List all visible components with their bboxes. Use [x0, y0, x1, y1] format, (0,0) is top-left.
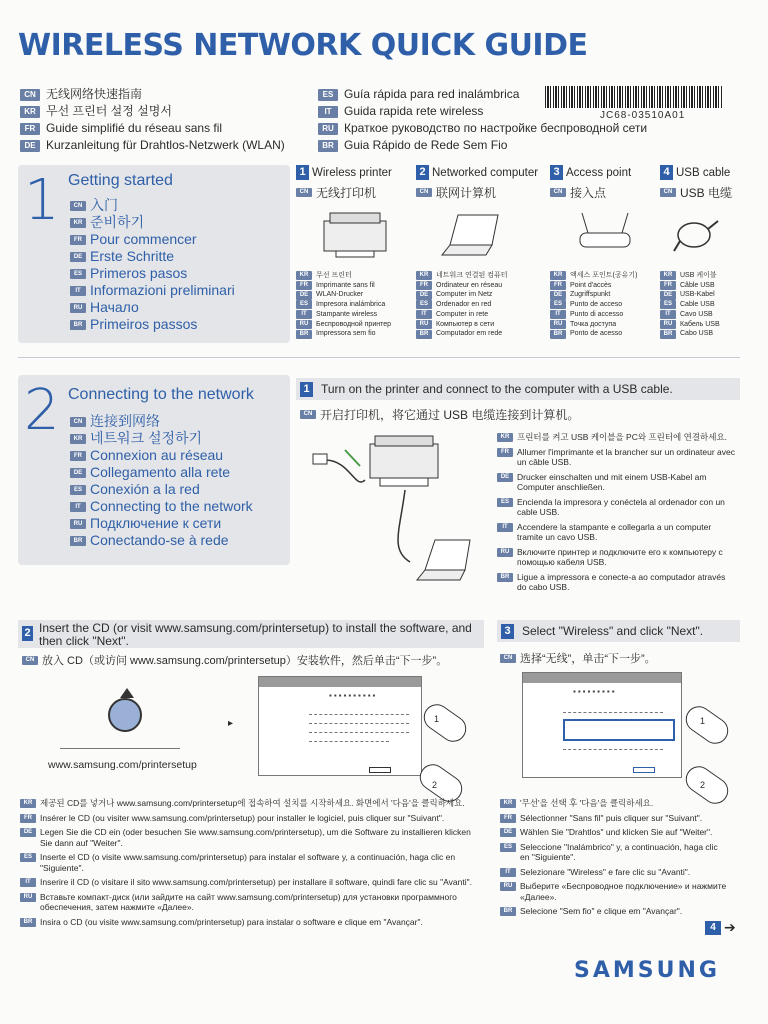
translation-row [70, 197, 235, 214]
step-translation-text: Вставьте компакт-диск (или зайдите на сайт www.samsung.com/printersetup) для установки программного обеспечения, затем нажмите «Далее». [40, 891, 457, 912]
printer-laptop-illustration [305, 430, 485, 600]
laptop-icon [436, 207, 538, 263]
component-translation-text: Cabo USB [680, 330, 714, 338]
arrow-icon: ▸ [228, 718, 234, 729]
step-translation-row [20, 827, 482, 848]
section1-title: Getting started [68, 172, 173, 189]
language-titles-left [20, 86, 285, 154]
component-title: USB cable [676, 166, 731, 179]
component-translation-row [550, 329, 650, 339]
language-code-badge: FR [497, 448, 513, 457]
language-code-badge: BR [550, 330, 566, 339]
language-code-badge: CN [660, 188, 676, 197]
step-translation-text: Inserire il CD (o visitare il sito www.samsung.com/printersetup) per installare il software, quindi fare clic su "Avanti". [40, 877, 472, 887]
language-title-text: 무선 프린터 설정 설명서 [46, 104, 172, 118]
component-translation-text: 무선 프린터 [316, 272, 352, 279]
cd-disc-icon [108, 698, 142, 732]
component-translation-text: Punto de acceso [570, 301, 623, 309]
language-code-badge: ES [70, 269, 86, 279]
language-code-badge: KR [550, 271, 566, 280]
component-cn-row [296, 184, 396, 201]
component-translation-text: Impresora inalámbrica [316, 301, 386, 309]
step-translation-row [497, 497, 737, 518]
language-code-badge: BR [416, 330, 432, 339]
language-code-badge: ES [660, 300, 676, 309]
section2-number: 2 [24, 378, 60, 443]
router-icon [570, 207, 650, 263]
component-title: Networked computer [432, 166, 539, 179]
language-code-badge: DE [70, 252, 86, 262]
translation-row [70, 231, 235, 248]
translation-text: 준비하기 [90, 214, 145, 230]
language-code-badge: IT [660, 310, 676, 319]
step-translation-text: Encienda la impresora y conéctela al ordenador con un cable USB. [517, 496, 725, 517]
component-column [550, 165, 650, 339]
component-cn-row [416, 184, 538, 201]
component-translation-text: Punto di accesso [570, 310, 624, 318]
language-code-badge: CN [70, 417, 86, 427]
translation-row [70, 282, 235, 299]
step-translation-text: Legen Sie die CD ein (oder besuchen Sie www.samsung.com/printersetup), um die Software zu installieren klicken Sie dann auf "Weiter". [40, 827, 471, 848]
language-code-badge: FR [500, 814, 516, 823]
step-translation-text: Выберите «Беспроводное подключение» и нажмите «Далее». [520, 881, 727, 902]
step2-cn-row: CN 放入 CD（或访问 www.samsung.com/printersetup）安装软件，然后单击“下一步”。 [22, 652, 447, 668]
step-translation-text: '무선'을 선택 후 '다음'을 클릭하세요. [520, 798, 654, 808]
language-code-badge: BR [318, 140, 338, 152]
cd-illustration [108, 688, 142, 732]
language-code-badge: IT [500, 868, 516, 877]
step1-translations [497, 432, 737, 597]
language-code-badge: FR [660, 281, 676, 290]
language-code-badge: IT [20, 878, 36, 887]
component-translations [550, 271, 650, 339]
component-translation-row [416, 320, 538, 330]
mouse-icon [681, 701, 734, 749]
language-code-badge: FR [70, 235, 86, 245]
step-translation-text: Insira o CD (ou visite www.samsung.com/printersetup) para instalar o software e clique em "Avançar". [40, 916, 423, 927]
language-code-badge: BR [500, 907, 516, 916]
language-code-badge: ES [296, 300, 312, 309]
section1-number: 1 [24, 168, 60, 233]
installer-screen-2: ▪▪▪▪▪▪▪▪▪ [522, 672, 682, 778]
component-column [660, 165, 750, 339]
language-code-badge: KR [416, 271, 432, 280]
step-translation-row [20, 852, 482, 873]
language-title-text: Guía rápida para red inalámbrica [344, 87, 520, 101]
component-translation-row [416, 290, 538, 300]
component-title-row [550, 165, 650, 180]
component-translation-text: Zugriffspunkt [570, 291, 611, 299]
component-translation-text: 액세스 포인트(공유기) [570, 272, 638, 279]
language-code-badge: BR [660, 330, 676, 339]
installer-screen-1: ▪▪▪▪▪▪▪▪▪▪ [258, 676, 422, 776]
component-translation-text: Câble USB [680, 281, 715, 289]
language-code-badge: CN [550, 188, 566, 197]
language-title-text: Краткое руководство по настройке беспроводной сети [344, 121, 648, 135]
step-translation-text: Seleccione "Inalámbrico" y, a continuación, haga clic en "Siguiente". [520, 841, 718, 862]
step1-cn-row: CN 开启打印机，将它通过 USB 电缆连接到计算机。 [300, 406, 579, 423]
translation-text: Начало [90, 299, 139, 315]
language-title-text: 无线网络快速指南 [46, 87, 143, 101]
language-code-badge: RU [550, 320, 566, 329]
translation-text: 네트워크 설정하기 [90, 430, 203, 446]
translation-text: 连接到网络 [90, 413, 160, 429]
step-translation-text: Selecione "Sem fio" e clique em "Avançar". [520, 906, 683, 916]
language-code-badge: FR [550, 281, 566, 290]
component-translation-row [550, 300, 650, 310]
component-column [296, 165, 396, 339]
component-title-row [416, 165, 538, 180]
component-title-row [296, 165, 396, 180]
language-code-badge: FR [20, 814, 36, 823]
translation-text: Connecting to the network [90, 498, 253, 514]
component-translation-row [550, 290, 650, 300]
language-code-badge: CN [296, 188, 312, 197]
language-code-badge: KR [296, 271, 312, 280]
translation-text: Connexion au réseau [90, 447, 224, 463]
step-translation-text: Accendere la stampante e collegarla a un computer tramite un cavo USB. [517, 521, 712, 542]
language-code-badge: IT [70, 502, 86, 512]
step-translation-row [500, 842, 728, 863]
translation-row [70, 481, 253, 498]
language-code-badge: IT [296, 310, 312, 319]
step3-number: 3 [501, 624, 514, 639]
component-translation-text: Кабель USB [680, 320, 720, 328]
language-title-row [318, 120, 647, 137]
printersetup-url[interactable]: www.samsung.com/printersetup [48, 759, 197, 771]
component-cn-row [550, 184, 650, 201]
translation-row [70, 299, 235, 316]
translation-row [70, 265, 235, 282]
language-code-badge: RU [416, 320, 432, 329]
translation-text: Primeros pasos [90, 265, 188, 281]
translation-text: Primeiros passos [90, 316, 198, 332]
callout-2: 2 [432, 780, 438, 790]
step3-cn: 选择“无线”，单击“下一步”。 [520, 653, 656, 665]
language-code-badge: DE [20, 828, 36, 837]
component-translation-text: Точка доступа [570, 320, 617, 328]
translation-text: Erste Schritte [90, 248, 175, 264]
component-translation-text: Ordenador en red [436, 301, 492, 309]
language-code-badge: DE [20, 140, 40, 152]
component-translation-text: WLAN-Drucker [316, 291, 364, 299]
language-title-text: Guida rapida rete wireless [344, 104, 484, 118]
mouse-icon [419, 699, 472, 747]
component-translation-text: Stampante wireless [316, 310, 378, 318]
component-title: Wireless printer [312, 166, 392, 179]
language-code-badge: KR [497, 433, 513, 442]
translation-row [70, 316, 235, 333]
step-translation-row [497, 522, 737, 543]
component-translation-text: Imprimante sans fil [316, 281, 375, 289]
language-code-badge: DE [416, 291, 432, 300]
component-translations [296, 271, 396, 339]
language-code-badge: BR [70, 320, 86, 330]
language-code-badge: FR [296, 281, 312, 290]
language-code-badge: CN [70, 201, 86, 211]
component-translation-row [296, 300, 396, 310]
component-number: 4 [660, 165, 673, 180]
step-translation-text: Allumer l'imprimante et la brancher sur un ordinateur avec un câble USB. [517, 446, 735, 467]
component-translation-row [296, 281, 396, 291]
language-code-badge: RU [318, 123, 338, 135]
language-code-badge: RU [20, 893, 36, 902]
translation-row [70, 430, 253, 447]
language-code-badge: RU [70, 303, 86, 313]
component-translation-row [550, 271, 650, 281]
translation-text: Informazioni preliminari [90, 282, 235, 298]
component-translation-row [660, 271, 750, 281]
language-code-badge: KR [20, 799, 36, 808]
translation-row [70, 248, 235, 265]
language-code-badge: KR [70, 434, 86, 444]
component-translation-row [660, 310, 750, 320]
language-code-badge: ES [318, 89, 338, 101]
component-cn: USB 电缆 [680, 186, 733, 200]
language-title-row [318, 137, 647, 154]
language-code-badge: BR [20, 918, 36, 927]
language-code-badge: CN [20, 89, 40, 101]
component-translation-row [416, 329, 538, 339]
component-number: 3 [550, 165, 563, 180]
language-code-badge: CN [416, 188, 432, 197]
component-translation-row [296, 290, 396, 300]
step-translation-row [500, 867, 728, 878]
language-code-badge: IT [318, 106, 338, 118]
component-translation-row [660, 320, 750, 330]
step-translation-text: Включите принтер и подключите его к компьютеру с помощью кабеля USB. [517, 546, 723, 567]
component-translation-row [296, 310, 396, 320]
step-translation-row [497, 572, 737, 593]
step-translation-text: Drucker einschalten und mit einem USB-Kabel am Computer anschließen. [517, 471, 707, 492]
page-title: WIRELESS NETWORK QUICK GUIDE [18, 28, 588, 63]
language-code-badge: RU [70, 519, 86, 529]
translation-text: 入门 [90, 197, 118, 213]
language-code-badge: DE [497, 473, 513, 482]
component-translation-text: USB 케이블 [680, 272, 717, 279]
step3-cn-row: CN 选择“无线”，单击“下一步”。 [500, 650, 656, 666]
step2-translations [20, 798, 482, 931]
language-code-badge: RU [296, 320, 312, 329]
component-column [416, 165, 538, 339]
component-translation-row [660, 290, 750, 300]
step3-text: Select "Wireless" and click "Next". [522, 624, 704, 638]
barcode [545, 86, 723, 108]
language-title-text: Kurzanleitung für Drahtlos-Netzwerk (WLAN) [46, 138, 285, 152]
component-translation-text: Computer im Netz [436, 291, 493, 299]
component-translations [660, 271, 750, 339]
next-page-arrow-icon[interactable]: ➔ [724, 919, 736, 935]
step-translation-row [500, 813, 728, 824]
step2-bar [18, 620, 484, 648]
component-translation-text: 네트워크 연결된 컴퓨터 [436, 272, 508, 279]
language-code-badge: RU [497, 548, 513, 557]
language-code-badge: KR [500, 799, 516, 808]
step2-text: Insert the CD (or visit www.samsung.com/printersetup) to install the software, and then click "Next". [39, 621, 472, 648]
component-translation-row [660, 300, 750, 310]
component-cn: 联网计算机 [436, 186, 497, 200]
language-title-text: Guia Rápido de Rede Sem Fio [344, 138, 508, 152]
printer-icon [316, 207, 396, 263]
language-code-badge: ES [70, 485, 86, 495]
translation-row [70, 214, 235, 231]
step-translation-text: Wählen Sie "Drahtlos" und klicken Sie auf "Weiter". [520, 827, 713, 837]
step-translation-row [500, 881, 728, 902]
component-translation-row [416, 310, 538, 320]
step-translation-text: Insérer le CD (ou visiter www.samsung.com/printersetup) pour installer le logiciel, puis cliquer sur "Suivant". [40, 812, 445, 823]
component-translation-row [296, 329, 396, 339]
language-title-text: Guide simplifié du réseau sans fil [46, 121, 223, 135]
language-title-row [20, 86, 285, 103]
step-translation-row [20, 917, 482, 928]
step3-translations [500, 798, 728, 921]
divider [18, 357, 740, 358]
step3-bar [497, 620, 740, 642]
translation-row [70, 447, 253, 464]
language-code-badge: BR [296, 330, 312, 339]
component-translation-row [550, 281, 650, 291]
language-code-badge: DE [70, 468, 86, 478]
language-code-badge: BR [70, 536, 86, 546]
samsung-logo: SAMSUNG [574, 958, 720, 983]
step-translation-text: 프린터를 켜고 USB 케이블을 PC와 프린터에 연결하세요. [517, 432, 728, 442]
language-code-badge: RU [660, 320, 676, 329]
callout-1: 1 [700, 716, 706, 726]
step-translation-row [497, 547, 737, 568]
step-translation-text: Inserte el CD (o visite www.samsung.com/printersetup) para instalar el software y, a continuación, haga clic en "Siguiente". [40, 852, 456, 873]
callout-1: 1 [434, 714, 440, 724]
component-cn-row [660, 184, 750, 201]
component-translation-row [660, 281, 750, 291]
step-translation-text: 제공된 CD를 넣거나 www.samsung.com/printersetup에 접속하여 설치를 시작하세요. 화면에서 '다음'을 클릭하세요. [40, 798, 465, 808]
component-cn: 无线打印机 [316, 186, 377, 200]
step-translation-text: Sélectionner "Sans fil" puis cliquer sur "Suivant". [520, 812, 703, 823]
language-code-badge: ES [497, 498, 513, 507]
translation-row [70, 464, 253, 481]
language-code-badge: BR [497, 573, 513, 582]
component-cn: 接入点 [570, 186, 607, 200]
step-translation-row [20, 798, 482, 809]
step1-text: Turn on the printer and connect to the computer with a USB cable. [321, 382, 673, 396]
component-title-row [660, 165, 750, 180]
translation-text: Conexión a la red [90, 481, 200, 497]
step1-cn: 开启打印机，将它通过 USB 电缆连接到计算机。 [320, 408, 580, 422]
language-title-row [20, 120, 285, 137]
component-translation-text: Impressora sem fio [316, 330, 376, 338]
section1-columns [296, 165, 740, 343]
language-code-badge: RU [500, 882, 516, 891]
component-translation-text: Point d'accès [570, 281, 612, 289]
language-code-badge: KR [70, 218, 86, 228]
step1-bar [296, 378, 740, 400]
step-translation-row [500, 906, 728, 917]
component-translation-row [416, 281, 538, 291]
component-translation-row [416, 271, 538, 281]
language-code-badge: IT [70, 286, 86, 296]
component-translations [416, 271, 538, 339]
language-code-badge: ES [550, 300, 566, 309]
language-code-badge: FR [70, 451, 86, 461]
translation-row [70, 532, 253, 549]
language-title-row [20, 103, 285, 120]
step2-number: 2 [22, 626, 33, 641]
language-code-badge: DE [550, 291, 566, 300]
translation-row [70, 515, 253, 532]
component-number: 2 [416, 165, 429, 180]
language-code-badge: ES [500, 843, 516, 852]
step-translation-row [497, 432, 737, 443]
step-translation-row [20, 877, 482, 888]
step-translation-text: Ligue a impressora e conecte-a ao computador através do cabo USB. [517, 571, 726, 592]
component-translation-text: USB-Kabel [680, 291, 715, 299]
section2-title: Connecting to the network [68, 386, 254, 403]
language-code-badge: DE [296, 291, 312, 300]
translation-text: Подключение к сети [90, 515, 222, 531]
step1-number: 1 [300, 382, 313, 397]
language-code-badge: DE [500, 828, 516, 837]
component-translation-row [550, 320, 650, 330]
callout-2: 2 [700, 780, 706, 790]
language-code-badge: DE [660, 291, 676, 300]
step-translation-row [20, 892, 482, 913]
step-translation-row [497, 472, 737, 493]
language-code-badge: IT [497, 523, 513, 532]
component-translation-row [660, 329, 750, 339]
translation-text: Collegamento alla rete [90, 464, 231, 480]
translation-text: Pour commencer [90, 231, 197, 247]
component-translation-text: Cable USB [680, 301, 715, 309]
component-translation-row [296, 320, 396, 330]
page-number: 4 [705, 921, 721, 935]
language-code-badge: IT [550, 310, 566, 319]
component-translation-row [296, 271, 396, 281]
component-translation-text: Computer in rete [436, 310, 489, 318]
component-translation-row [416, 300, 538, 310]
component-translation-text: Ordinateur en réseau [436, 281, 503, 289]
language-code-badge: FR [416, 281, 432, 290]
section1-translations [70, 197, 235, 333]
translation-text: Conectando-se à rede [90, 532, 229, 548]
language-code-badge: KR [660, 271, 676, 280]
language-code-badge: ES [416, 300, 432, 309]
component-title: Access point [566, 166, 632, 179]
step2-cn: 放入 CD（或访问 www.samsung.com/printersetup）安装软件，然后单击“下一步”。 [42, 655, 448, 667]
step-translation-text: Selezionare "Wireless" e fare clic su "Avanti". [520, 866, 691, 877]
step-translation-row [500, 827, 728, 838]
section2-translations [70, 413, 253, 549]
component-translation-text: Компьютер в сети [436, 320, 495, 328]
step-translation-row [497, 447, 737, 468]
translation-row [70, 498, 253, 515]
component-translation-row [550, 310, 650, 320]
step-translation-row [500, 798, 728, 809]
language-code-badge: IT [416, 310, 432, 319]
usb-cable-icon [670, 207, 750, 263]
component-translation-text: Computador em rede [436, 330, 503, 338]
component-number: 1 [296, 165, 309, 180]
language-code-badge: FR [20, 123, 40, 135]
component-translation-text: Cavo USB [680, 310, 713, 318]
component-translation-text: Ponto de acesso [570, 330, 623, 338]
component-translation-text: Беспроводной принтер [316, 320, 392, 328]
step-translation-row [20, 813, 482, 824]
part-number: JC68-03510A01 [600, 110, 686, 121]
language-code-badge: KR [20, 106, 40, 118]
translation-row [70, 413, 253, 430]
language-title-row [20, 137, 285, 154]
language-code-badge: ES [20, 853, 36, 862]
